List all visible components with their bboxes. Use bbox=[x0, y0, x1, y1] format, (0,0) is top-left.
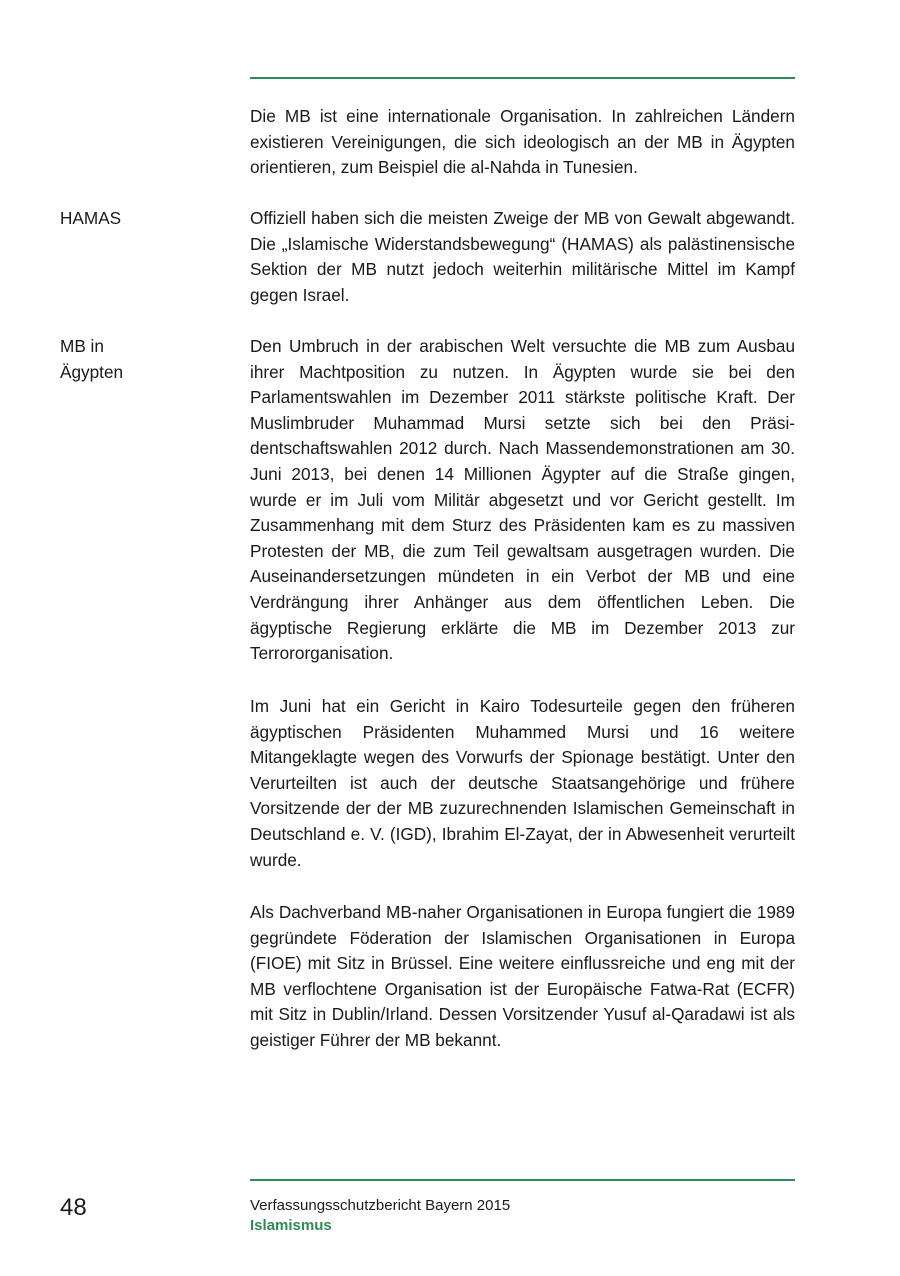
margin-label-egypt: MB in Ägypten bbox=[60, 336, 124, 382]
paragraph-egypt: Den Umbruch in der arabischen Welt versuchte die MB zum Ausbau ihrer Machtposition zu nutzen. In Ägypten wurde sie bei den Parlamentswahlen im Dezember 2011 stärkste politische Kraft. Der Muslimbruder Muhammad Mursi setzte sich bei den Präsidentschaftswahlen 2012 durch. Nach Massendemonstrationen am 30. Juni 2013, bei denen 14 Millionen Ägypter auf die Straße gingen, wurde er im Juli vom Militär abgesetzt und vor Gericht gestellt. Im Zusammenhang mit dem Sturz des Präsidenten kam es zu massiven Protesten der MB, die zum Teil gewaltsam ausgetragen wurden. Die Auseinandersetzungen mündeten in ein Verbot der MB und eine Verdrängung ihrer Anhänger aus dem öffentlichen Leben. Die ägyptische Regierung erklärte die MB im Dezember 2013 zur Terrororganisation. bbox=[250, 336, 795, 664]
page-number: 48 bbox=[60, 1194, 87, 1221]
footer-report-title: Verfassungsschutzbericht Bayern 2015 bbox=[250, 1197, 511, 1214]
margin-label-hamas: HAMAS bbox=[60, 208, 122, 228]
footer-divider bbox=[250, 1179, 795, 1181]
paragraph-europe: Als Dachverband MB-naher Organisationen in Europa fungiert die 1989 gegründete Föderation der Islamischen Organisationen in Europa (FIOE) mit Sitz in Brüssel. Eine weitere einflussreiche und eng mit der MB verflochtene Organisation ist der Europäische Fatwa-Rat (ECFR) mit Sitz in Dublin/Irland. Dessen Vorsitzender Yusuf al-Qaradawi ist als geistiger Führer der MB bekannt. bbox=[250, 902, 795, 1050]
paragraph-intro: Die MB ist eine internationale Organisation. In zahlreichen Ländern existieren Vereinigungen, die sich ideologisch an der MB in Ägypten orientieren, zum Beispiel die al-Nahda in Tunesien. bbox=[250, 106, 795, 178]
top-divider bbox=[250, 77, 795, 79]
paragraph-hamas: Offiziell haben sich die meisten Zweige der MB von Gewalt abgewandt. Die „Islamische Widerstandsbewegung“ (HAMAS) als palästinensische Sektion der MB nutzt jedoch weiterhin militärische Mittel im Kampf gegen Israel. bbox=[250, 208, 795, 305]
footer-section-title: Islamismus bbox=[250, 1217, 332, 1234]
paragraph-court: Im Juni hat ein Gericht in Kairo Todesurteile gegen den früheren ägyptischen Präsidenten Muhammed Mursi und 16 weitere Mitangeklagte wegen des Vorwurfs der Spionage bestätigt. Unter den Verurteilten ist auch der deutsche Staatsangehörige und frühere Vorsitzende der der MB zuzurechnenden Islamischen Gemeinschaft in Deutschland e. V. (IGD), Ibrahim El-Zayat, der in Abwesenheit verurteilt wurde. bbox=[250, 696, 795, 870]
